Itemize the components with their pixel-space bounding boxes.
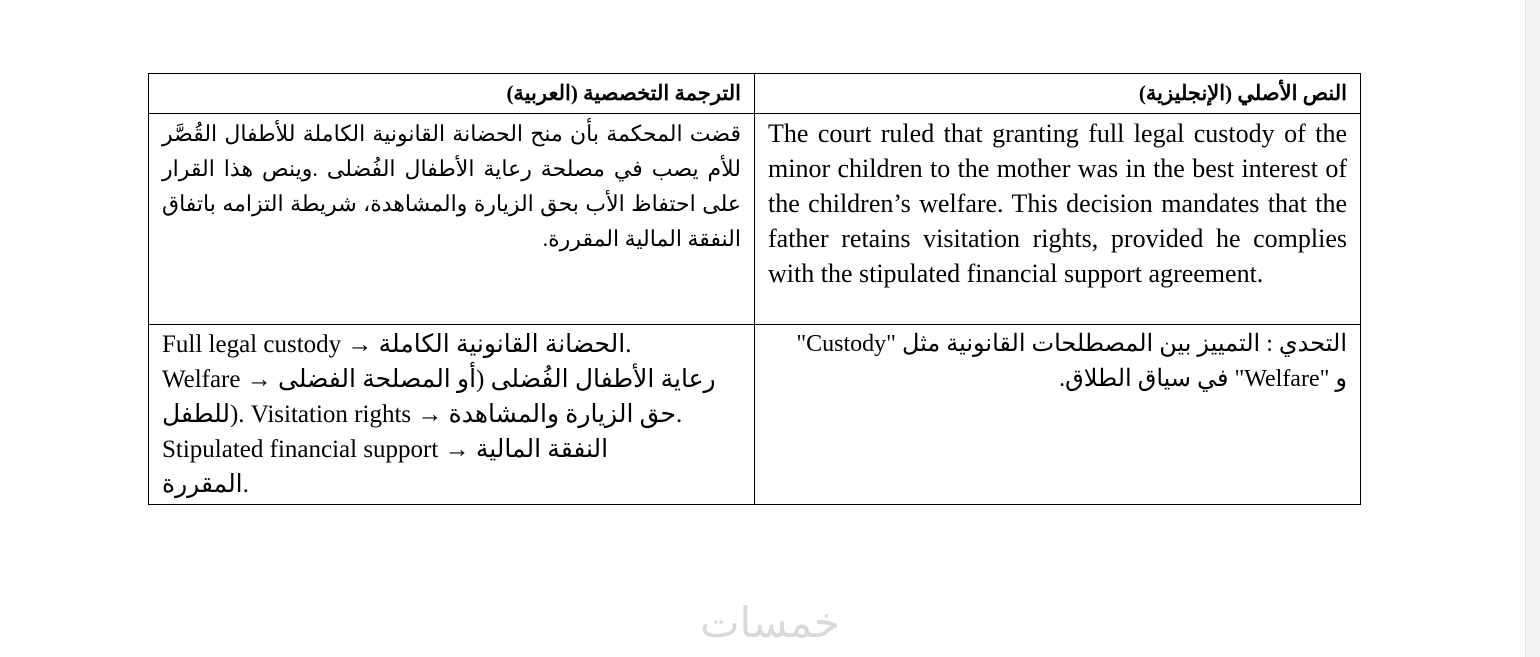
challenge-line: التحدي : التمييز بين المصطلحات القانونية مثل "Custody" [796,331,1347,357]
header-original: النص الأصلي (الإنجليزية) [755,74,1361,114]
arabic-translation-text: قضت المحكمة بأن منح الحضانة القانونية الكاملة للأطفال القُصَّر للأم يصب في مصلحة رعاية الأطفال الفُضلى .وينص هذا القرار على احتفاظ الأب بحق الزيارة والمشاهدة، شريطة التزامه باتفاق النفقة المالية المقررة. [149,114,755,325]
challenge-line: و "Welfare" في سياق الطلاق. [1059,366,1347,392]
watermark-logo: خمسات [699,598,841,647]
table-header-row [149,74,1361,114]
glossary-line: المقررة. [162,471,249,498]
header-translation: الترجمة التخصصية (العربية) [149,74,755,114]
terms-glossary [149,325,755,505]
english-original-text: The court ruled that granting full legal custody of the minor children to the mother was in the best interest of the children’s welfare. This decision mandates that the father retains visitation rights, provided he complies with the stipulated financial support agreement. [755,114,1361,325]
translation-table [148,73,1361,505]
glossary-line: Stipulated financial support → النفقة المالية [162,436,609,463]
table-row [149,325,1361,505]
vertical-scrollbar[interactable] [1525,0,1540,657]
glossary-line: Full legal custody → الحضانة القانونية الكاملة. [162,331,632,358]
challenge-note [755,325,1361,505]
glossary-line: للطفل). Visitation rights → حق الزيارة والمشاهدة. [162,401,683,428]
glossary-line: Welfare → رعاية الأطفال الفُضلى (أو المصلحة الفضلى [162,366,716,393]
table-row [149,114,1361,325]
